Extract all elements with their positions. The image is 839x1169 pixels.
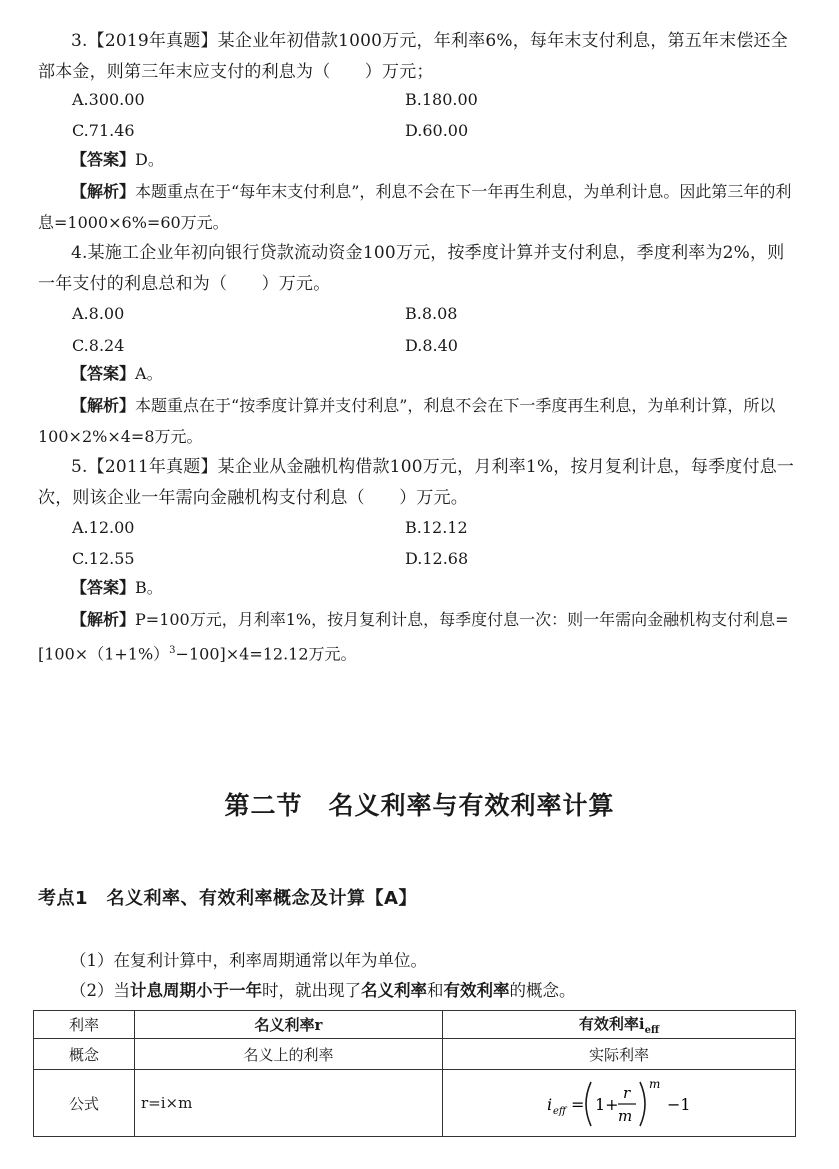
- paragraph-2: [70, 981, 576, 1001]
- q5-analysis: [38, 604, 798, 669]
- header-nominal-rate: 名义利率r: [135, 1011, 443, 1039]
- q5-option-b: B.12.12: [405, 518, 468, 537]
- q3-option-c: C.71.46: [72, 121, 135, 140]
- key-point-title: 考点1 名义利率、有效利率概念及计算【A】: [38, 888, 417, 909]
- q4-option-a: A.8.00: [72, 304, 125, 323]
- q3-stem: 3.【2019年真题】某企业年初借款1000万元，年利率6%，每年末支付利息，第五年末偿还全部本金，则第三年末应支付的利息为（ ）万元；: [38, 31, 788, 82]
- q3-answer: [38, 144, 798, 175]
- q3-option-a: A.300.00: [72, 90, 145, 109]
- answer-label: 【答案】: [71, 150, 136, 169]
- nominal-concept: 名义上的利率: [135, 1039, 443, 1070]
- answer-value: B。: [135, 578, 163, 597]
- svg-text:i: i: [547, 1095, 553, 1114]
- q3-option-b: B.180.00: [405, 90, 478, 109]
- analysis-text: 本题重点在于“按季度计算并支付利息”，利息不会在下一季度再生利息，为单利计算，所以100×2%×4=8万元。: [38, 396, 776, 446]
- q3-analysis: [38, 176, 798, 238]
- q5-stem: 5.【2011年真题】某企业从金融机构借款100万元，月利率1%，按月复利计息，每季度付息一次，则该企业一年需向金融机构支付利息（ ）万元。: [38, 457, 795, 508]
- analysis-text-post: −100]×4=12.12万元。: [175, 644, 357, 664]
- analysis-label: 【解析】: [71, 610, 136, 629]
- answer-value: A。: [135, 364, 163, 383]
- q5-option-c: C.12.55: [72, 549, 135, 568]
- section-title: 第二节 名义利率与有效利率计算: [224, 791, 615, 820]
- svg-text:1+: 1+: [595, 1095, 619, 1114]
- analysis-text-pre: P=100万元，月利率1%，按月复利计息，每季度付息一次：则一年需向金融机构支付利息=[100×（1+1%）: [38, 610, 789, 664]
- q4-option-b: B.8.08: [405, 304, 458, 323]
- svg-text:m: m: [618, 1107, 633, 1125]
- q4-option-c: C.8.24: [72, 336, 125, 355]
- analysis-text: 本题重点在于“每年末支付利息”，利息不会在下一年再生利息，为单利计息。因此第三年的利息=1000×6%=60万元。: [38, 182, 792, 232]
- p2-text-e: 和: [427, 981, 444, 1000]
- header-effective-main: 有效利率i: [578, 1015, 645, 1033]
- p2-text-g: 的概念。: [509, 981, 576, 1000]
- p2-text-a: （2）当: [70, 981, 130, 1000]
- q3-option-d: D.60.00: [405, 121, 469, 140]
- p2-bold-d: 名义利率: [361, 981, 427, 1000]
- svg-text:−1: −1: [667, 1095, 691, 1114]
- interest-rate-table: [33, 1010, 796, 1137]
- q4-stem: 4.某施工企业年初向银行贷款流动资金100万元，按季度计算并支付利息，季度利率为2%，则一年支付的利息总和为（ ）万元。: [38, 243, 785, 294]
- q5-option-d: D.12.68: [405, 549, 469, 568]
- svg-text:eff: eff: [553, 1106, 567, 1117]
- row-formula-label: 公式: [34, 1070, 135, 1137]
- svg-text:m: m: [649, 1077, 661, 1091]
- exponent: 3: [169, 645, 176, 656]
- answer-label: 【答案】: [71, 578, 136, 597]
- p2-bold-b: 计息周期小于一年: [130, 981, 262, 1000]
- nominal-formula: r=i×m: [135, 1070, 443, 1137]
- p2-text-c: 时，就出现了: [262, 981, 361, 1000]
- svg-text:=: =: [571, 1095, 585, 1114]
- paragraph-1: （1）在复利计算中，利率周期通常以年为单位。: [70, 951, 427, 970]
- effective-rate-formula: [539, 1074, 699, 1132]
- effective-concept: 实际利率: [443, 1039, 796, 1070]
- effective-formula: [443, 1070, 796, 1137]
- table-row: [34, 1070, 796, 1137]
- svg-text:r: r: [623, 1084, 631, 1102]
- answer-value: D。: [135, 150, 164, 169]
- q4-analysis: [38, 390, 798, 452]
- row-concept-label: 概念: [34, 1039, 135, 1070]
- header-rate: 利率: [34, 1011, 135, 1039]
- q4-option-d: D.8.40: [405, 336, 458, 355]
- header-effective-rate: [443, 1011, 796, 1039]
- p2-bold-f: 有效利率: [443, 981, 510, 1000]
- table-row: [34, 1039, 796, 1070]
- answer-label: 【答案】: [71, 364, 136, 383]
- q5-answer: [38, 572, 798, 603]
- analysis-label: 【解析】: [71, 396, 136, 415]
- q5-option-a: A.12.00: [72, 518, 135, 537]
- q4-answer: [38, 358, 798, 389]
- analysis-label: 【解析】: [71, 182, 136, 201]
- table-header-row: [34, 1011, 796, 1039]
- header-effective-sub: eff: [644, 1025, 660, 1036]
